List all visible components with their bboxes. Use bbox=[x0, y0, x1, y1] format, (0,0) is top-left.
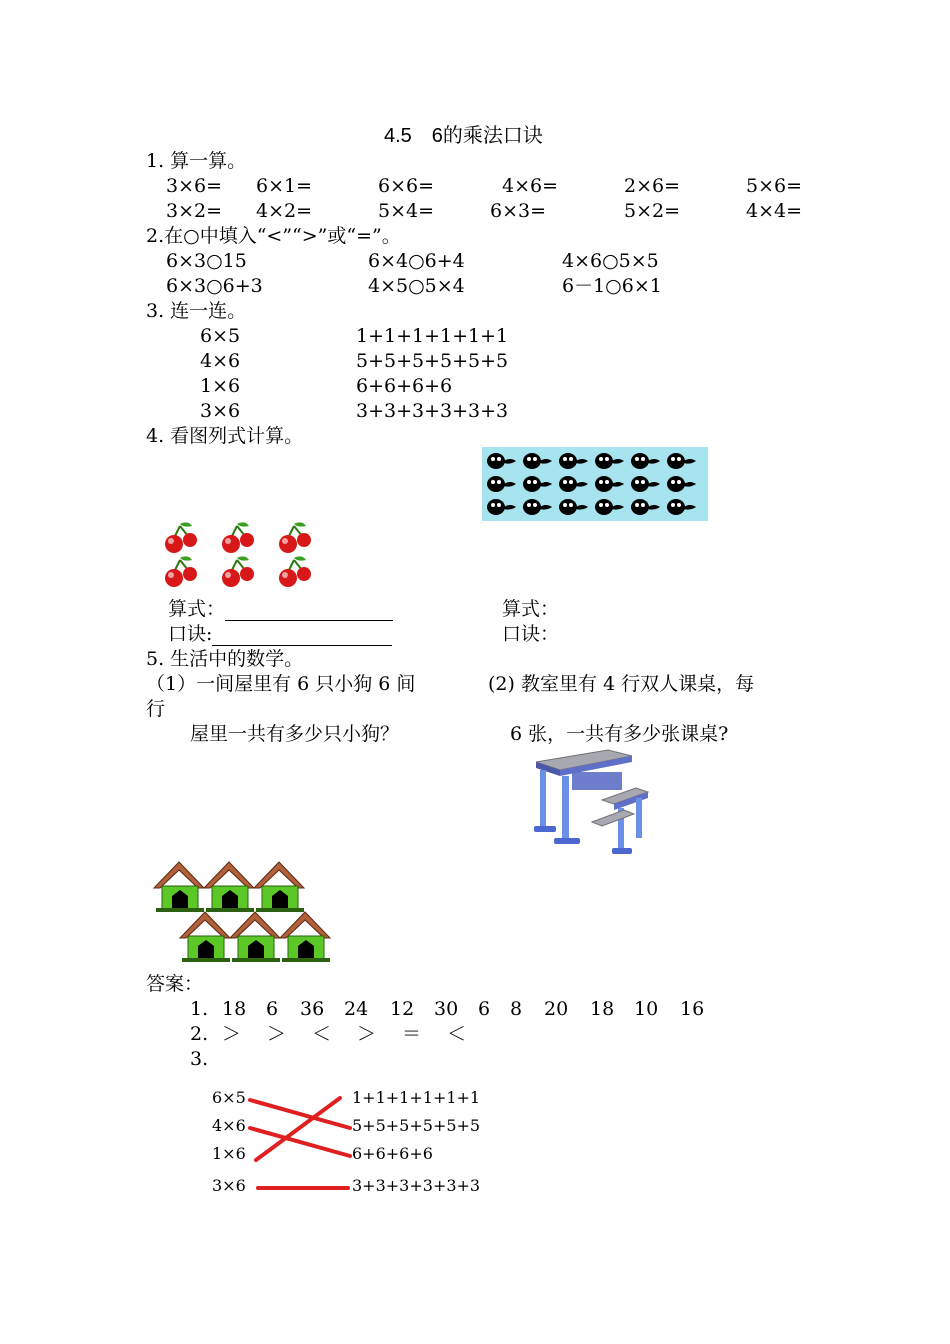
compare-problem: 6×3○15 bbox=[166, 250, 247, 272]
formula-label-right: 算式： bbox=[502, 598, 560, 620]
section-2-heading: 2.在○中填入“<”“>”或“=”。 bbox=[146, 225, 401, 247]
match-right-item: 5+5+5+5+5+5 bbox=[356, 350, 509, 372]
compare-problem: 6－1○6×1 bbox=[562, 275, 662, 297]
answer-value: 6 bbox=[478, 998, 491, 1020]
match-right-item: 6+6+6+6 bbox=[356, 375, 453, 397]
compare-problem: 4×5○5×4 bbox=[368, 275, 465, 297]
match-left-item: 4×6 bbox=[200, 350, 241, 372]
answer-match-right: 5+5+5+5+5+5 bbox=[352, 1116, 481, 1135]
match-right-item: 3+3+3+3+3+3 bbox=[356, 400, 509, 422]
formula-label: 算式： bbox=[168, 598, 226, 620]
answer-match-left: 6×5 bbox=[212, 1088, 246, 1107]
answer-value: 20 bbox=[544, 998, 569, 1020]
answer-value: 30 bbox=[434, 998, 459, 1020]
answer-match-right: 1+1+1+1+1+1 bbox=[352, 1088, 481, 1107]
answer-value: 10 bbox=[634, 998, 659, 1020]
problem: 4×6= bbox=[502, 175, 559, 197]
question-1-line-1: （1）一间屋里有 6 只小狗 6 间 bbox=[146, 673, 416, 695]
answer-value: 36 bbox=[300, 998, 325, 1020]
answer-value: 8 bbox=[510, 998, 523, 1020]
rhyme-label-right: 口诀： bbox=[502, 623, 560, 645]
question-1-line-2: 屋里一共有多少只小狗？ bbox=[190, 723, 400, 745]
answer-match-left: 1×6 bbox=[212, 1144, 246, 1163]
problem: 5×2= bbox=[624, 200, 681, 222]
problem: 5×6= bbox=[746, 175, 803, 197]
answer-symbol: ＞ bbox=[357, 1023, 377, 1045]
answer-symbol: ＞ bbox=[222, 1023, 242, 1045]
problem: 2×6= bbox=[624, 175, 681, 197]
answer-value: 24 bbox=[344, 998, 369, 1020]
compare-problem: 4×6○5×5 bbox=[562, 250, 659, 272]
problem: 4×2= bbox=[256, 200, 313, 222]
section-1-heading: 1. 算一算。 bbox=[146, 150, 247, 172]
section-5-heading: 5. 生活中的数学。 bbox=[146, 648, 304, 670]
answer-value: 6 bbox=[266, 998, 279, 1020]
answer-2-label: 2. bbox=[190, 1023, 209, 1045]
answer-match-right: 6+6+6+6 bbox=[352, 1144, 433, 1163]
answer-symbol: ＜ bbox=[312, 1023, 332, 1045]
section-4-heading: 4. 看图列式计算。 bbox=[146, 425, 304, 447]
question-1-wrap: 行 bbox=[146, 698, 166, 720]
answer-value: 16 bbox=[680, 998, 705, 1020]
problem: 3×6= bbox=[166, 175, 223, 197]
problem: 6×3= bbox=[490, 200, 547, 222]
problem: 5×4= bbox=[378, 200, 435, 222]
answer-value: 12 bbox=[390, 998, 415, 1020]
answer-match-right: 3+3+3+3+3+3 bbox=[352, 1176, 481, 1195]
answer-value: 18 bbox=[590, 998, 615, 1020]
answer-3-label: 3. bbox=[190, 1048, 209, 1070]
match-right-item: 1+1+1+1+1+1 bbox=[356, 325, 509, 347]
answer-symbol: ＝ bbox=[402, 1023, 422, 1045]
problem: 6×6= bbox=[378, 175, 435, 197]
answer-match-left: 4×6 bbox=[212, 1116, 246, 1135]
question-2-line-2: 6 张，一共有多少张课桌? bbox=[510, 723, 729, 745]
problem: 4×4= bbox=[746, 200, 803, 222]
compare-problem: 6×3○6+3 bbox=[166, 275, 263, 297]
answer-symbol: ＞ bbox=[267, 1023, 287, 1045]
rhyme-label: 口诀: bbox=[168, 623, 213, 645]
compare-problem: 6×4○6+4 bbox=[368, 250, 465, 272]
question-2-line-1: (2) 教室里有 4 行双人课桌，每 bbox=[488, 673, 755, 695]
page-title: 4.5 6的乘法口诀 bbox=[384, 125, 543, 147]
problem: 6×1= bbox=[256, 175, 313, 197]
answer-value: 18 bbox=[222, 998, 247, 1020]
match-left-item: 6×5 bbox=[200, 325, 241, 347]
answer-1-label: 1. bbox=[190, 998, 209, 1020]
match-left-item: 3×6 bbox=[200, 400, 241, 422]
match-line bbox=[250, 1100, 350, 1128]
answer-symbol: ＜ bbox=[447, 1023, 467, 1045]
answers-heading: 答案： bbox=[146, 973, 204, 995]
section-3-heading: 3. 连一连。 bbox=[146, 300, 247, 322]
match-left-item: 1×6 bbox=[200, 375, 241, 397]
problem: 3×2= bbox=[166, 200, 223, 222]
answer-match-left: 3×6 bbox=[212, 1176, 246, 1195]
